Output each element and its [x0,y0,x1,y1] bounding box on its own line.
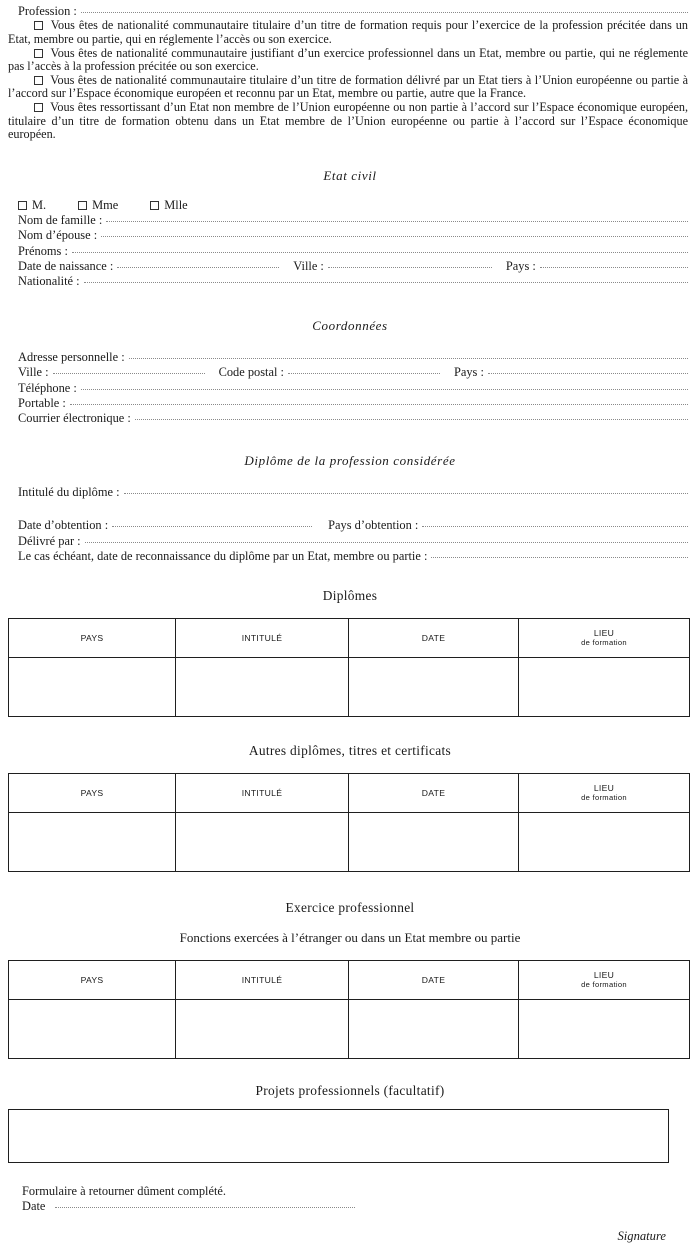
diplomes-table [8,618,690,717]
pays-obtention-input[interactable] [422,526,688,527]
profession-field-row [0,4,700,19]
column-header-pays: PAYS [9,774,176,813]
column-header-pays: PAYS [9,961,176,1000]
date-naissance-input[interactable] [117,267,279,268]
adresse-row [0,350,700,365]
prenoms-input[interactable] [72,252,688,253]
cell-date[interactable] [349,813,519,872]
reconnaissance-label: Le cas échéant, date de reconnaissance du diplôme par un Etat, membre ou partie : [18,549,428,564]
delivre-par-input[interactable] [85,542,688,543]
telephone-row [0,381,700,396]
portable-input[interactable] [70,404,688,405]
section-heading-etat-civil: Etat civil [323,167,377,183]
footer-date-label: Date [22,1199,46,1214]
nom-famille-label: Nom de famille : [18,212,103,227]
date-naissance-label: Date de naissance : [18,258,114,273]
ville-naissance-input[interactable] [328,267,492,268]
intitule-diplome-input[interactable] [124,493,688,494]
cell-date[interactable] [349,658,519,717]
section-heading-coordonnees: Coordonnées [312,317,388,333]
portable-label: Portable : [18,396,66,410]
cell-intitule[interactable] [176,1000,349,1059]
column-header-pays: PAYS [9,619,176,658]
exercice-table [8,960,690,1059]
autres-diplomes-table [8,773,690,872]
section-heading-diplome-profession: Diplôme de la profession considérée [244,452,456,468]
cell-pays[interactable] [9,1000,176,1059]
column-header-lieu-title: LIEU [593,628,615,639]
prenoms-row [0,244,700,259]
nom-epouse-label: Nom d’épouse : [18,228,98,243]
nationalite-label: Nationalité : [18,274,80,289]
prenoms-label: Prénoms : [18,243,68,258]
profession-label: Profession : [18,4,77,18]
naissance-row [0,259,700,274]
cell-lieu[interactable] [519,813,690,872]
column-header-lieu-title: LIEU [593,783,615,794]
section-heading-autres-diplomes: Autres diplômes, titres et certificats [248,743,452,759]
obtention-row [0,518,700,533]
column-header-date: DATE [349,774,519,813]
pays-label: Pays : [453,365,484,380]
nom-famille-input[interactable] [106,221,688,222]
footer-date-input[interactable] [55,1207,355,1208]
nationality-option-1-text: Vous êtes de nationalité communautaire titulaire d’un titre de formation requis pour l’exercice de la profession précitée dans un Etat, membre ou partie, qui en réglemente l’accès ou son exercice. [8,18,688,46]
cell-intitule[interactable] [176,658,349,717]
checkbox-icon[interactable] [34,21,43,30]
footer-date-row [0,1199,700,1214]
civility-label-mlle: Mlle [164,197,188,212]
cell-lieu[interactable] [519,658,690,717]
civility-row [0,198,700,213]
nationality-option-3[interactable] [0,74,700,101]
section-subheading-fonctions: Fonctions exercées à l’étranger ou dans un Etat membre ou partie [179,930,521,946]
column-header-date: DATE [349,961,519,1000]
nom-epouse-input[interactable] [101,236,688,237]
column-header-lieu [519,774,690,813]
code-postal-input[interactable] [288,373,440,374]
table-row [9,813,690,872]
ville-label: Ville : [18,365,49,380]
civility-option-m[interactable] [18,198,46,213]
nom-epouse-row [0,228,700,243]
portable-row [0,396,700,411]
nationality-option-3-text: Vous êtes de nationalité communautaire titulaire d’un titre de formation délivré par un Etat tiers à l’Union européenne ou partie à l’accord sur l’Espace économique européen et reconnu par un Etat, membre ou partie, autre que la France. [8,72,689,101]
civility-option-mlle[interactable] [150,198,187,213]
telephone-label: Téléphone : [18,380,77,395]
date-obtention-label: Date d’obtention : [18,518,109,533]
checkbox-icon[interactable] [18,201,27,210]
courriel-input[interactable] [135,419,688,420]
reconnaissance-row [0,549,700,564]
checkbox-icon[interactable] [34,76,43,85]
date-obtention-input[interactable] [112,526,312,527]
nationality-option-4-text: Vous êtes ressortissant d’un Etat non membre de l’Union européenne ou non partie à l’accord sur l’Espace économique européen, titulaire d’un titre de formation obtenu dans un Etat membre de l’Union européenne ou partie à l’accord sur l’Espace économique européen. [8,99,688,142]
table-row [9,658,690,717]
reconnaissance-input[interactable] [431,557,688,558]
nom-famille-row [0,213,700,228]
delivre-par-row [0,534,700,549]
profession-input[interactable] [81,12,688,13]
telephone-input[interactable] [81,389,688,390]
column-header-lieu [519,619,690,658]
checkbox-icon[interactable] [34,103,43,112]
column-header-lieu-sub: de formation [581,980,627,990]
civility-label-mme: Mme [92,197,119,212]
cell-intitule[interactable] [176,813,349,872]
civility-option-mme[interactable] [78,198,118,213]
section-heading-diplomes: Diplômes [322,588,378,604]
intitule-diplome-row [0,485,700,500]
intitule-diplome-label: Intitulé du diplôme : [18,484,120,499]
section-heading-projets: Projets professionnels (facultatif) [255,1083,445,1099]
cell-lieu[interactable] [519,1000,690,1059]
nationalite-row [0,274,700,289]
cell-pays[interactable] [9,813,176,872]
ville-naissance-label: Ville : [293,258,324,273]
column-header-lieu-sub: de formation [581,793,627,803]
nationality-option-2-text: Vous êtes de nationalité communautaire justifiant d’un exercice professionnel dans un Etat, membre ou partie, qui ne réglemente pas l’accès à la profession précitée ou son exercice. [8,45,689,74]
section-heading-exercice: Exercice professionnel [285,900,415,916]
table-row [9,1000,690,1059]
footer-note: Formulaire à retourner dûment complété. [22,1184,227,1199]
checkbox-icon[interactable] [78,201,87,210]
ville-input[interactable] [53,373,205,374]
courriel-row [0,411,700,426]
code-postal-label: Code postal : [218,365,284,380]
column-header-lieu-title: LIEU [593,970,615,981]
column-header-lieu-sub: de formation [581,638,627,648]
column-header-intitule: INTITULÉ [176,961,349,1000]
column-header-date: DATE [349,619,519,658]
nationality-option-2[interactable] [0,47,700,74]
cell-date[interactable] [349,1000,519,1059]
adresse-label: Adresse personnelle : [18,349,125,364]
table-header-row [9,961,690,1000]
signature-label: Signature [617,1228,666,1243]
cell-pays[interactable] [9,658,176,717]
column-header-lieu [519,961,690,1000]
table-header-row [9,619,690,658]
pays-obtention-label: Pays d’obtention : [328,518,419,533]
column-header-intitule: INTITULÉ [176,774,349,813]
nationality-option-1[interactable] [0,19,700,46]
table-header-row [9,774,690,813]
nationality-option-4[interactable] [0,101,700,142]
projets-textarea[interactable] [8,1109,669,1163]
pays-naissance-input[interactable] [540,267,688,268]
adresse-input[interactable] [129,358,688,359]
ville-row [0,365,700,380]
nationalite-input[interactable] [84,282,688,283]
delivre-par-label: Délivré par : [18,533,81,548]
pays-naissance-label: Pays : [505,258,536,273]
column-header-intitule: INTITULÉ [176,619,349,658]
checkbox-icon[interactable] [34,49,43,58]
civility-label-m: M. [32,197,47,212]
courriel-label: Courrier électronique : [18,411,131,426]
pays-input[interactable] [488,373,688,374]
checkbox-icon[interactable] [150,201,159,210]
